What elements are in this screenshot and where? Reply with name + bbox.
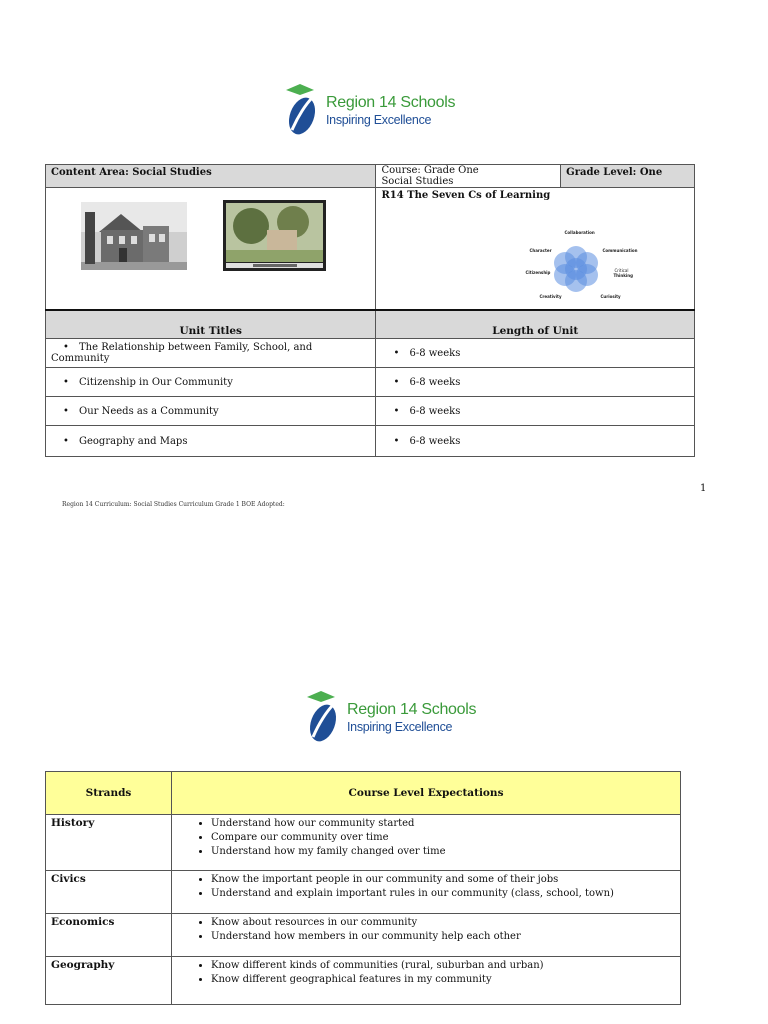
expectation-item: • Understand how members in our community help each other: [211, 930, 675, 944]
expectation-item: • Understand how my family changed over time: [211, 845, 675, 859]
venn-label-curiosity: Curiosity: [600, 294, 621, 299]
unit-title: The Relationship between Family, School, and Community: [51, 342, 313, 364]
strand-name: Civics: [46, 871, 172, 914]
strand-name: History: [46, 815, 172, 871]
unit-length: 6-8 weeks: [409, 347, 461, 359]
old-schoolhouse-photo: [81, 202, 187, 270]
course-line2: Social Studies: [381, 176, 454, 187]
expectation-item: • Compare our community over time: [211, 831, 675, 845]
expectation-item: • Know different geographical features in my community: [211, 973, 675, 987]
length-of-unit-header: Length of Unit: [376, 310, 695, 339]
seven-cs-title: R14 The Seven Cs of Learning: [381, 190, 551, 201]
venn-label-creativity: Creativity: [539, 294, 562, 299]
grade-level-cell: [561, 165, 695, 188]
unit-length: 6-8 weeks: [409, 435, 461, 447]
strand-row: [46, 957, 681, 1005]
unit-title: Geography and Maps: [79, 435, 188, 447]
strand-name: Geography: [46, 957, 172, 1005]
content-area-label: Content Area: Social Studies: [51, 167, 212, 178]
venn-label-communication: Communication: [602, 248, 638, 253]
strand-row: [46, 871, 681, 914]
expectation-item: • Know different kinds of communities (rural, suburban and urban): [211, 959, 675, 973]
seven-cs-venn-diagram: [553, 246, 599, 292]
strand-row: [46, 815, 681, 871]
venn-label-thinking: Thinking: [613, 273, 633, 278]
grade-level-label: Grade Level: One: [566, 167, 663, 178]
region14-logo: [284, 82, 455, 138]
strand-name: Economics: [46, 914, 172, 957]
region14-logo: [305, 689, 476, 745]
strands-expectations-table: [45, 771, 681, 1005]
venn-label-collaboration: Collaboration: [564, 230, 595, 235]
expectations-header: Course Level Expectations: [172, 772, 681, 815]
venn-label-character: Character: [529, 248, 552, 253]
course-cell: [376, 165, 561, 188]
expectation-item: • Know about resources in our community: [211, 916, 675, 930]
venn-label-citizenship: Citizenship: [525, 270, 551, 275]
strands-header: Strands: [46, 772, 172, 815]
unit-row: • Our Needs as a Community • 6-8 weeks: [46, 397, 695, 426]
unit-length: 6-8 weeks: [409, 405, 461, 417]
unit-title: Our Needs as a Community: [79, 405, 219, 417]
expectation-item: • Know the important people in our community and some of their jobs: [211, 873, 675, 887]
page-number: 1: [700, 483, 707, 494]
unit-row: • The Relationship between Family, School, and Community • 6-8 weeks: [46, 339, 695, 368]
unit-title: Citizenship in Our Community: [79, 376, 233, 388]
logo-name: Region 14 Schools: [326, 93, 456, 111]
course-overview-table: [45, 164, 695, 457]
logo-tagline: Inspiring Excellence: [326, 112, 432, 127]
expectation-list: [177, 873, 675, 901]
photos-cell: [46, 188, 376, 311]
unit-length: 6-8 weeks: [409, 376, 461, 388]
expectation-item: • Understand how our community started: [211, 817, 675, 831]
content-area-cell: [46, 165, 376, 188]
expectation-list: [177, 916, 675, 944]
course-line1: Course: Grade One: [381, 165, 479, 176]
region14-logo-mark: [284, 82, 322, 138]
footer-text: Region 14 Curriculum: Social Studies Curriculum Grade 1 BOE Adopted:: [62, 501, 285, 508]
strand-row: [46, 914, 681, 957]
expectation-list: [177, 959, 675, 987]
region14-logo-mark: [305, 689, 343, 745]
expectation-list: [177, 817, 675, 859]
unit-titles-header: Unit Titles: [46, 310, 376, 339]
expectation-item: • Understand and explain important rules in our community (class, school, town): [211, 887, 675, 901]
unit-row: • Geography and Maps • 6-8 weeks: [46, 426, 695, 457]
logo-name: Region 14 Schools: [347, 700, 477, 718]
venn-label-critical: Critical: [614, 268, 629, 273]
vintage-postcard-photo: [223, 200, 326, 271]
logo-tagline: Inspiring Excellence: [347, 719, 453, 734]
seven-cs-cell: [376, 188, 695, 311]
unit-row: • Citizenship in Our Community • 6-8 weeks: [46, 368, 695, 397]
